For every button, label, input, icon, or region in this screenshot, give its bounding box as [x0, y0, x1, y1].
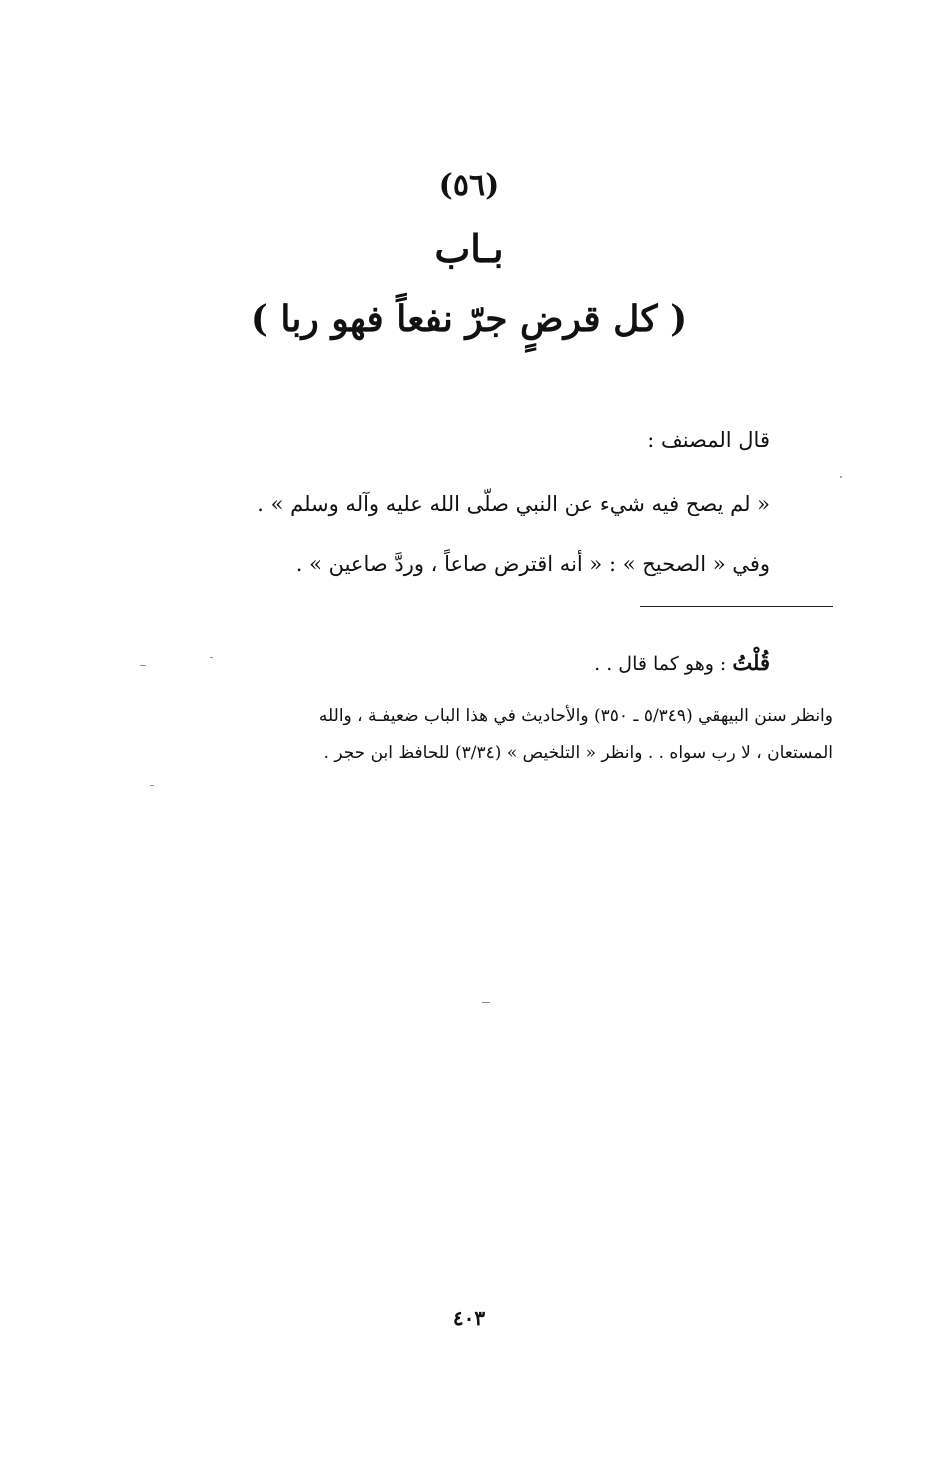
comment-text: : وهو كما قال . .: [594, 653, 733, 675]
chapter-label: بـاب: [434, 226, 504, 271]
scan-speck: [482, 1002, 490, 1003]
sahih-quote: وفي « الصحيح » : « أنه اقترض صاعاً ، وردَّ صاعين » .: [295, 552, 770, 576]
scan-speck: [210, 657, 213, 658]
scan-speck: [840, 476, 842, 478]
chapter-title: ( كل قرضٍ جرّ نفعاً فهو ربا ): [250, 298, 688, 340]
footnote-line: وانظر سنن البيهقي (٥/٣٤٩ ـ ٣٥٠) والأحاديث في هذا الباب ضعيفـة ، والله: [318, 706, 833, 726]
comment-label: قُلْتُ: [732, 650, 770, 675]
author-intro: قال المصنف :: [647, 428, 770, 452]
author-quote: « لم يصح فيه شيء عن النبي صلّى الله عليه وآله وسلم » .: [257, 492, 770, 516]
scan-speck: [140, 665, 146, 666]
footnote-line: المستعان ، لا رب سواه . . وانظر « التلخيص » (٣/٣٤) للحافظ ابن حجر .: [323, 743, 833, 763]
footnote-divider: [640, 606, 833, 607]
comment-line: [594, 650, 770, 675]
chapter-number: (٥٦): [438, 168, 500, 203]
scan-speck: [150, 785, 154, 786]
page-number: ٤٠٣: [452, 1306, 486, 1330]
